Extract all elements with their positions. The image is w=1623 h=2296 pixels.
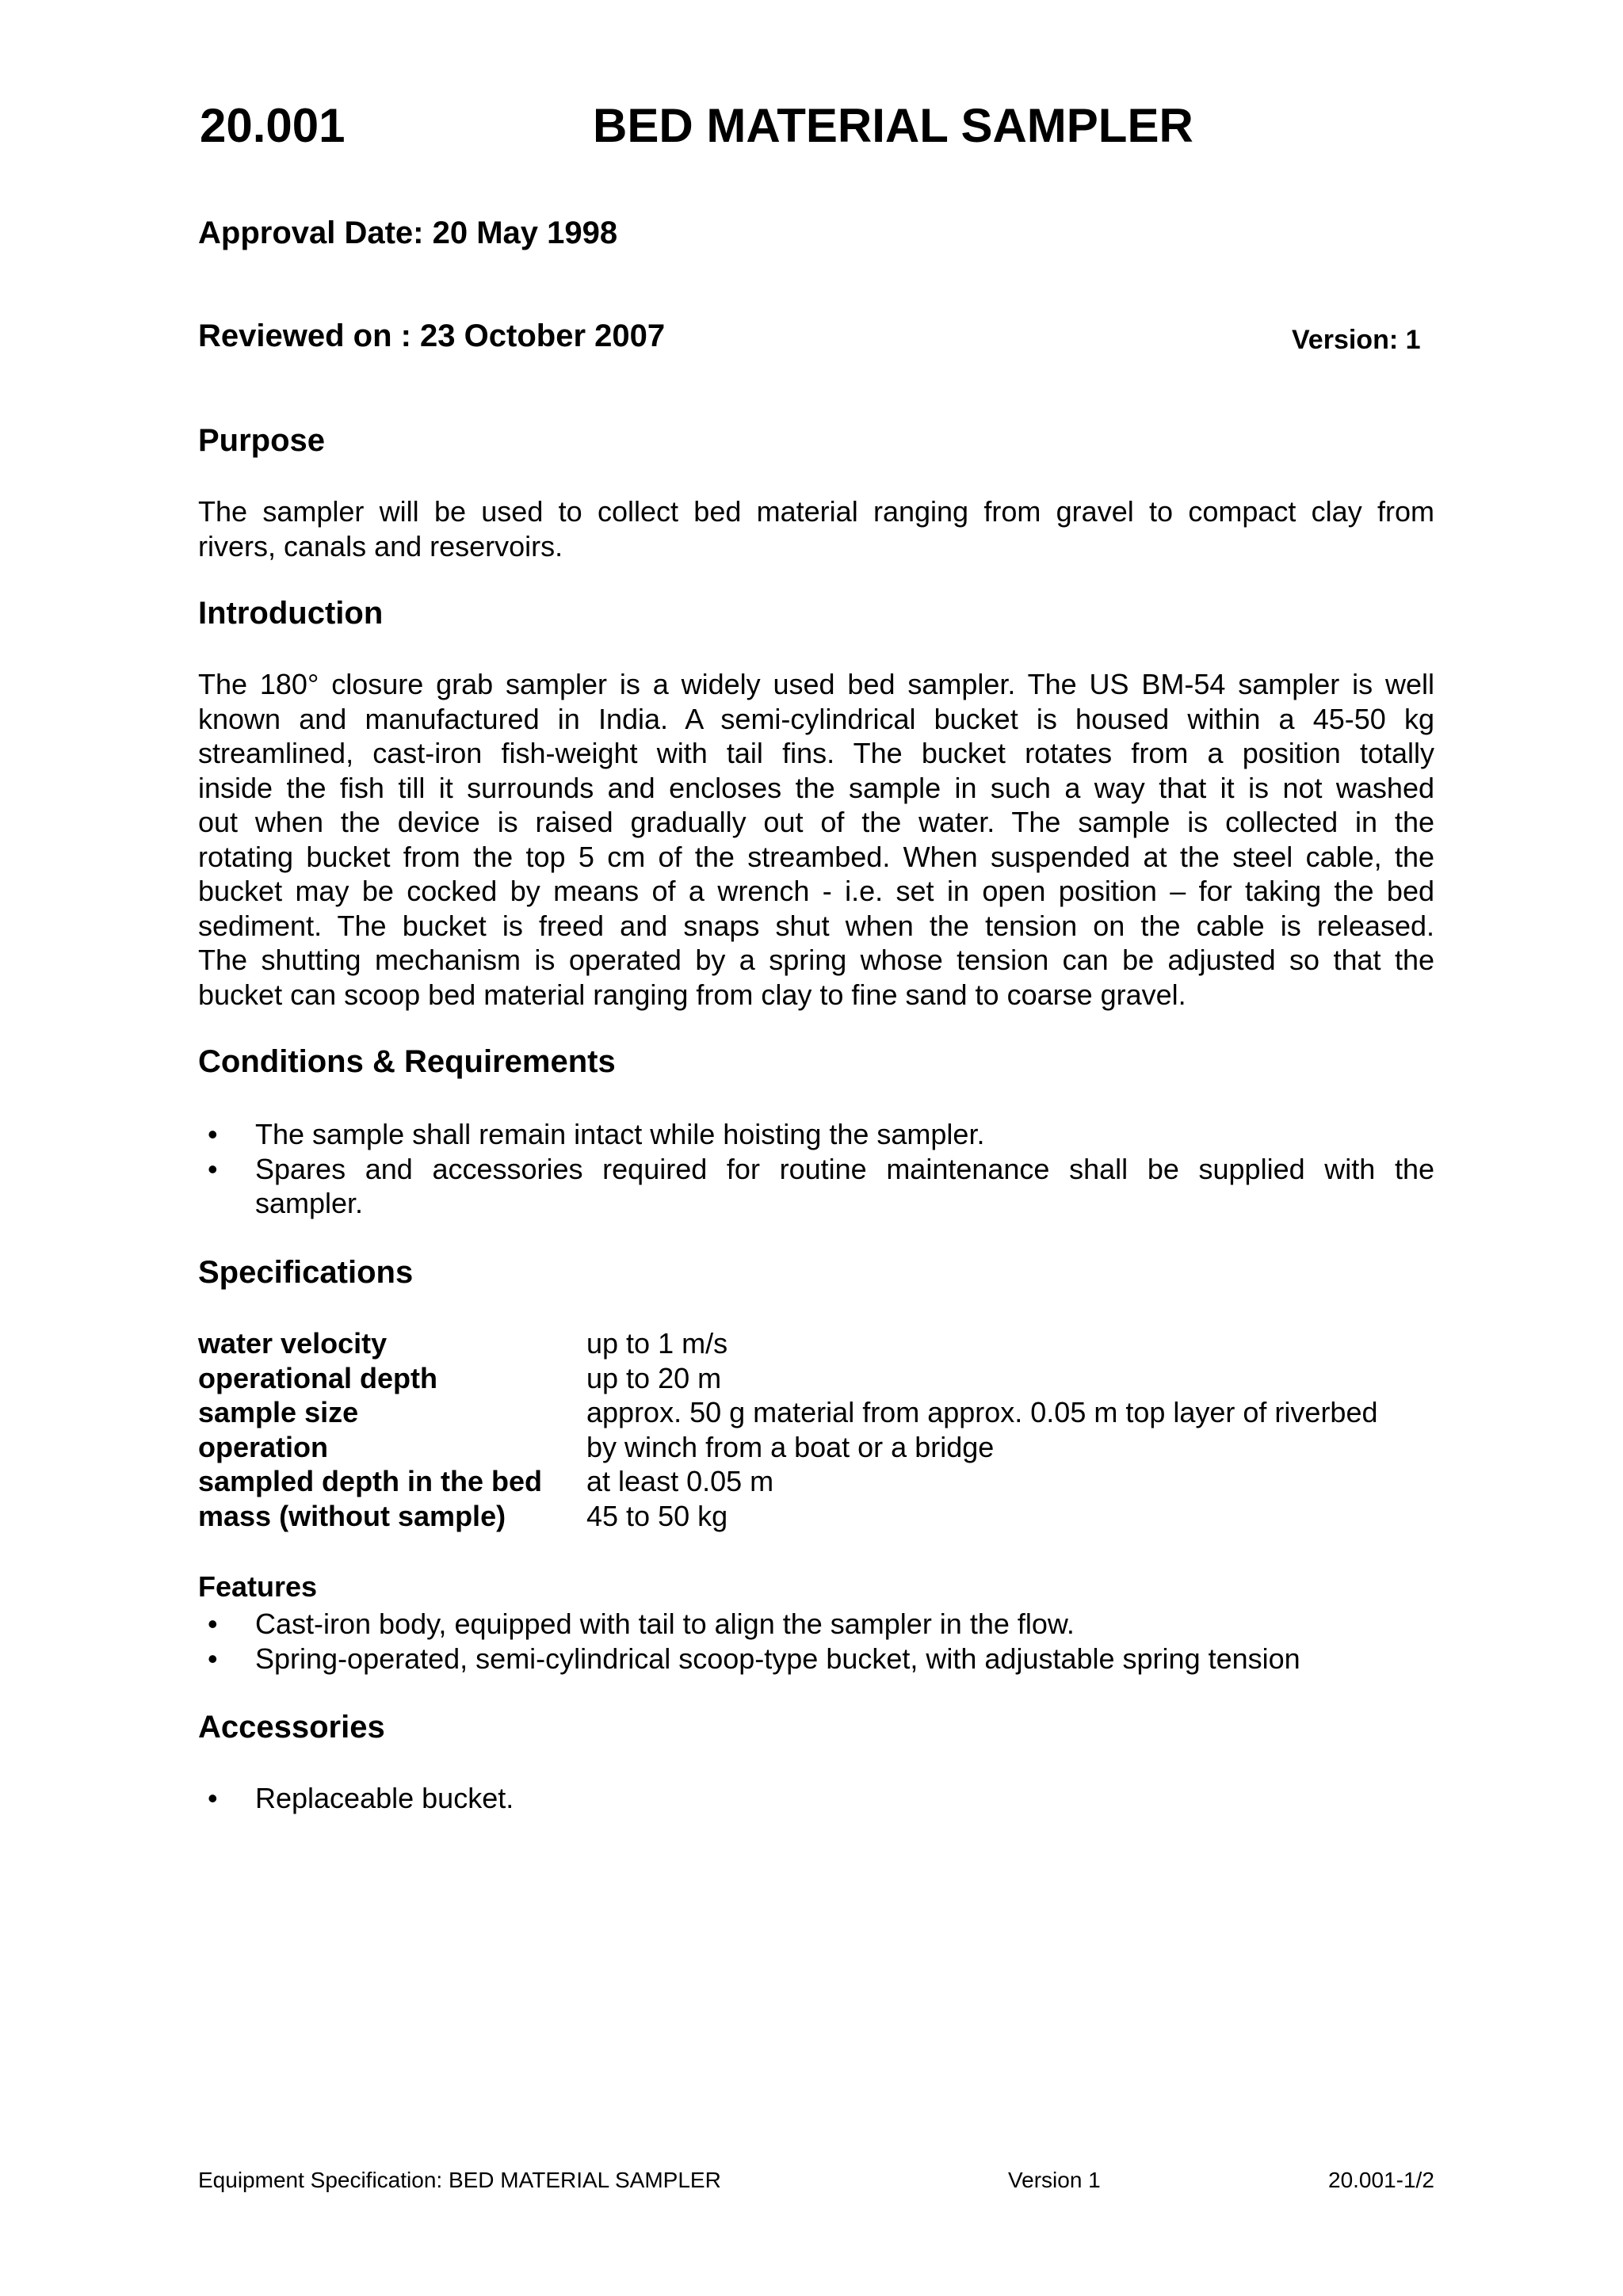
bullet-icon: • bbox=[208, 1642, 218, 1675]
spec-value: up to 1 m/s bbox=[586, 1327, 728, 1360]
conditions-heading: Conditions & Requirements bbox=[198, 1044, 616, 1079]
spec-label: operation bbox=[198, 1430, 329, 1463]
spec-value: 45 to 50 kg bbox=[586, 1499, 728, 1532]
spec-value: by winch from a boat or a bridge bbox=[586, 1430, 995, 1463]
paragraph-line: The shutting mechanism is operated by a spring whose tension can be adjusted so that the bbox=[198, 944, 1434, 976]
footer-document-name: Equipment Specification: BED MATERIAL SAMPLER bbox=[198, 2168, 721, 2192]
bullet-icon: • bbox=[208, 1118, 218, 1150]
list-item-text: Cast-iron body, equipped with tail to align the sampler in the flow. bbox=[255, 1608, 1075, 1640]
footer-version: Version 1 bbox=[1008, 2168, 1101, 2192]
spec-value: up to 20 m bbox=[586, 1361, 722, 1394]
spec-value: at least 0.05 m bbox=[586, 1465, 774, 1497]
paragraph-line: inside the fish till it surrounds and encloses the sample in such a way that it is not washed bbox=[198, 771, 1434, 804]
paragraph-line: The 180° closure grab sampler is a widely used bed sampler. The US BM-54 sampler is well bbox=[198, 668, 1434, 700]
list-item-text: Replaceable bucket. bbox=[255, 1782, 514, 1814]
paragraph-line: bucket may be cocked by means of a wrench - i.e. set in open position – for taking the bed bbox=[198, 875, 1434, 907]
spec-label: water velocity bbox=[198, 1327, 388, 1360]
table-row bbox=[198, 1499, 1378, 1534]
list-item-text: Spring-operated, semi-cylindrical scoop-type bucket, with adjustable spring tension bbox=[255, 1642, 1300, 1675]
list-item bbox=[198, 1781, 1434, 1816]
paragraph-line: rotating bucket from the top 5 cm of the streambed. When suspended at the steel cable, the bbox=[198, 840, 1434, 873]
purpose-heading: Purpose bbox=[198, 423, 326, 458]
introduction-paragraph bbox=[198, 667, 1434, 1012]
table-row bbox=[198, 1464, 1378, 1499]
conditions-list bbox=[198, 1117, 1434, 1221]
paragraph-line: sediment. The bucket is freed and snaps shut when the tension on the cable is released. bbox=[198, 909, 1434, 942]
paragraph-line: rivers, canals and reservoirs. bbox=[198, 529, 563, 563]
version-label: Version: 1 bbox=[1292, 325, 1421, 355]
paragraph-line: known and manufactured in India. A semi-cylindrical bucket is housed within a 45-50 kg bbox=[198, 702, 1434, 735]
reviewed-on-date: Reviewed on : 23 October 2007 bbox=[198, 318, 666, 353]
accessories-list bbox=[198, 1781, 1434, 1816]
specifications-table bbox=[198, 1326, 1378, 1533]
paragraph-line: The sampler will be used to collect bed material ranging from gravel to compact clay from bbox=[198, 495, 1434, 528]
spec-label: sampled depth in the bed bbox=[198, 1465, 543, 1497]
list-item-text: sampler. bbox=[255, 1187, 364, 1219]
accessories-heading: Accessories bbox=[198, 1710, 385, 1745]
list-item-text: The sample shall remain intact while hoisting the sampler. bbox=[255, 1118, 985, 1150]
table-row bbox=[198, 1326, 1378, 1361]
approval-date: Approval Date: 20 May 1998 bbox=[198, 215, 618, 250]
paragraph-line: out when the device is raised gradually out of the water. The sample is collected in the bbox=[198, 806, 1434, 838]
spec-label: operational depth bbox=[198, 1361, 438, 1394]
bullet-icon: • bbox=[208, 1152, 218, 1185]
spec-label: mass (without sample) bbox=[198, 1499, 506, 1532]
table-row bbox=[198, 1395, 1378, 1430]
specifications-heading: Specifications bbox=[198, 1255, 414, 1290]
features-heading: Features bbox=[198, 1570, 318, 1603]
introduction-heading: Introduction bbox=[198, 596, 384, 631]
document-title: BED MATERIAL SAMPLER bbox=[593, 99, 1193, 152]
list-item bbox=[198, 1152, 1434, 1221]
list-item-text: Spares and accessories required for routine maintenance shall be supplied with the bbox=[255, 1152, 1434, 1185]
table-row bbox=[198, 1361, 1378, 1396]
list-item bbox=[198, 1642, 1434, 1676]
document-number: 20.001 bbox=[200, 99, 346, 152]
footer-page-number: 20.001-1/2 bbox=[1328, 2168, 1434, 2192]
paragraph-line: bucket can scoop bed material ranging from clay to fine sand to coarse gravel. bbox=[198, 978, 1186, 1011]
table-row bbox=[198, 1430, 1378, 1465]
paragraph-line: streamlined, cast-iron fish-weight with tail fins. The bucket rotates from a position totally bbox=[198, 737, 1434, 769]
spec-value: approx. 50 g material from approx. 0.05 m top layer of riverbed bbox=[586, 1396, 1378, 1428]
spec-label: sample size bbox=[198, 1396, 359, 1428]
list-item bbox=[198, 1117, 1434, 1152]
purpose-paragraph bbox=[198, 494, 1434, 563]
features-list bbox=[198, 1607, 1434, 1676]
bullet-icon: • bbox=[208, 1608, 218, 1640]
bullet-icon: • bbox=[208, 1782, 218, 1814]
list-item bbox=[198, 1607, 1434, 1642]
